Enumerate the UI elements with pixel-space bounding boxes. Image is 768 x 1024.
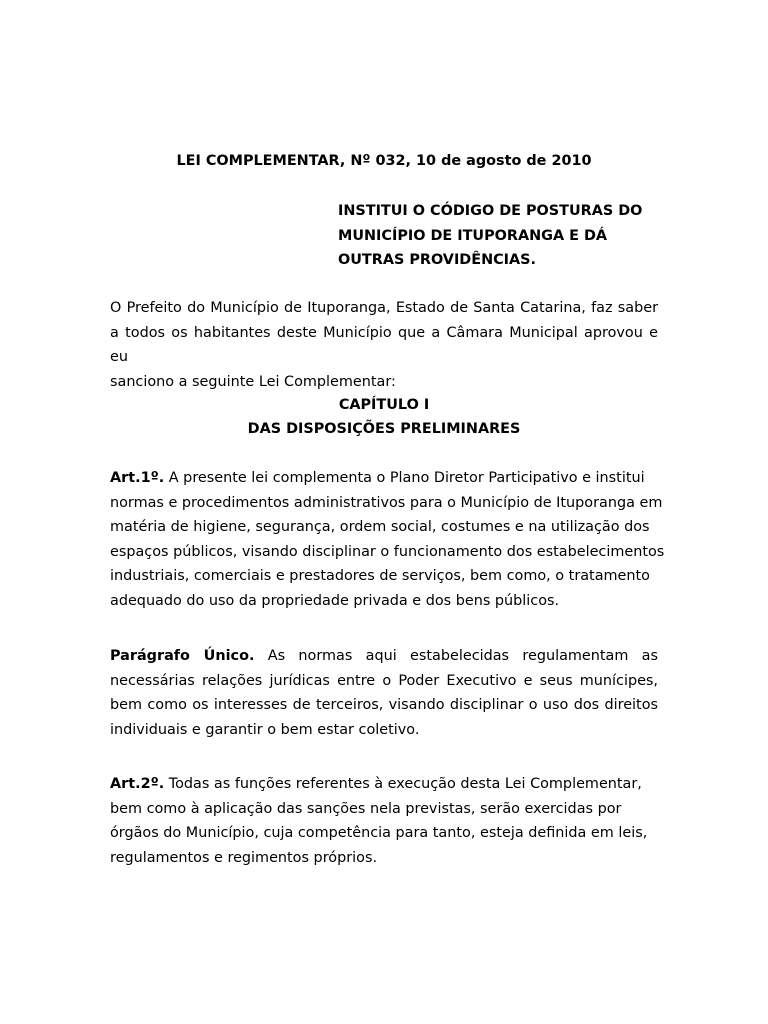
article-text: A presente lei complementa o Plano Diretor Participativo e institui [164,470,645,486]
summary-line: OUTRAS PROVIDÊNCIAS. [338,252,536,268]
article-line: regulamentos e regimentos próprios. [110,849,378,866]
paragraph-label: Parágrafo Único. [110,648,255,664]
article-line: matéria de higiene, segurança, ordem social, costumes e na utilização dos [110,519,650,535]
article-label: Art.1º. [110,470,165,486]
article-2 [110,772,658,870]
paragraph-line: necessárias relações jurídicas entre o Poder Executivo e seus munícipes, [110,672,658,689]
article-line [110,466,658,491]
article-line: bem como à aplicação das sanções nela previstas, serão exercidas por [110,800,622,817]
law-title: LEI COMPLEMENTAR, Nº 032, 10 de agosto de 2010 [176,153,592,169]
article-line: órgãos do Município, cuja competência para tanto, esteja definida em leis, [110,825,648,841]
paragraph-line [110,644,658,669]
chapter-title: DAS DISPOSIÇÕES PRELIMINARES [247,421,521,437]
article-line: industriais, comerciais e prestadores de serviços, bem como, o tratamento [110,568,650,584]
article-line: adequado do uso da propriedade privada e dos bens públicos. [110,592,560,609]
sole-paragraph [110,644,658,742]
preamble-paragraph [110,296,658,394]
article-1 [110,466,665,613]
preamble-line: sanciono a seguinte Lei Complementar: [110,373,396,390]
paragraph-line: bem como os interesses de terceiros, visando disciplinar o uso dos direitos [110,697,658,713]
paragraph-line: individuais e garantir o bem estar coletivo. [110,721,420,738]
paragraph-text: As normas aqui estabelecidas regulamentam as [254,648,658,664]
article-line [110,772,658,797]
preamble-line: a todos os habitantes deste Município que a Câmara Municipal aprovou e eu [110,324,658,365]
article-line: normas e procedimentos administrativos para o Município de Ituporanga em [110,494,663,511]
summary-line: MUNICÍPIO DE ITUPORANGA E DÁ [338,227,608,244]
article-line: espaços públicos, visando disciplinar o funcionamento dos estabelecimentos [110,543,665,560]
preamble-line: O Prefeito do Município de Ituporanga, Estado de Santa Catarina, faz saber [110,300,658,316]
summary-line: INSTITUI O CÓDIGO DE POSTURAS DO [338,203,643,219]
chapter-number: CAPÍTULO I [338,397,430,413]
article-text: Todas as funções referentes à execução desta Lei Complementar, [164,776,642,792]
article-label: Art.2º. [110,776,165,792]
law-summary [338,199,678,273]
